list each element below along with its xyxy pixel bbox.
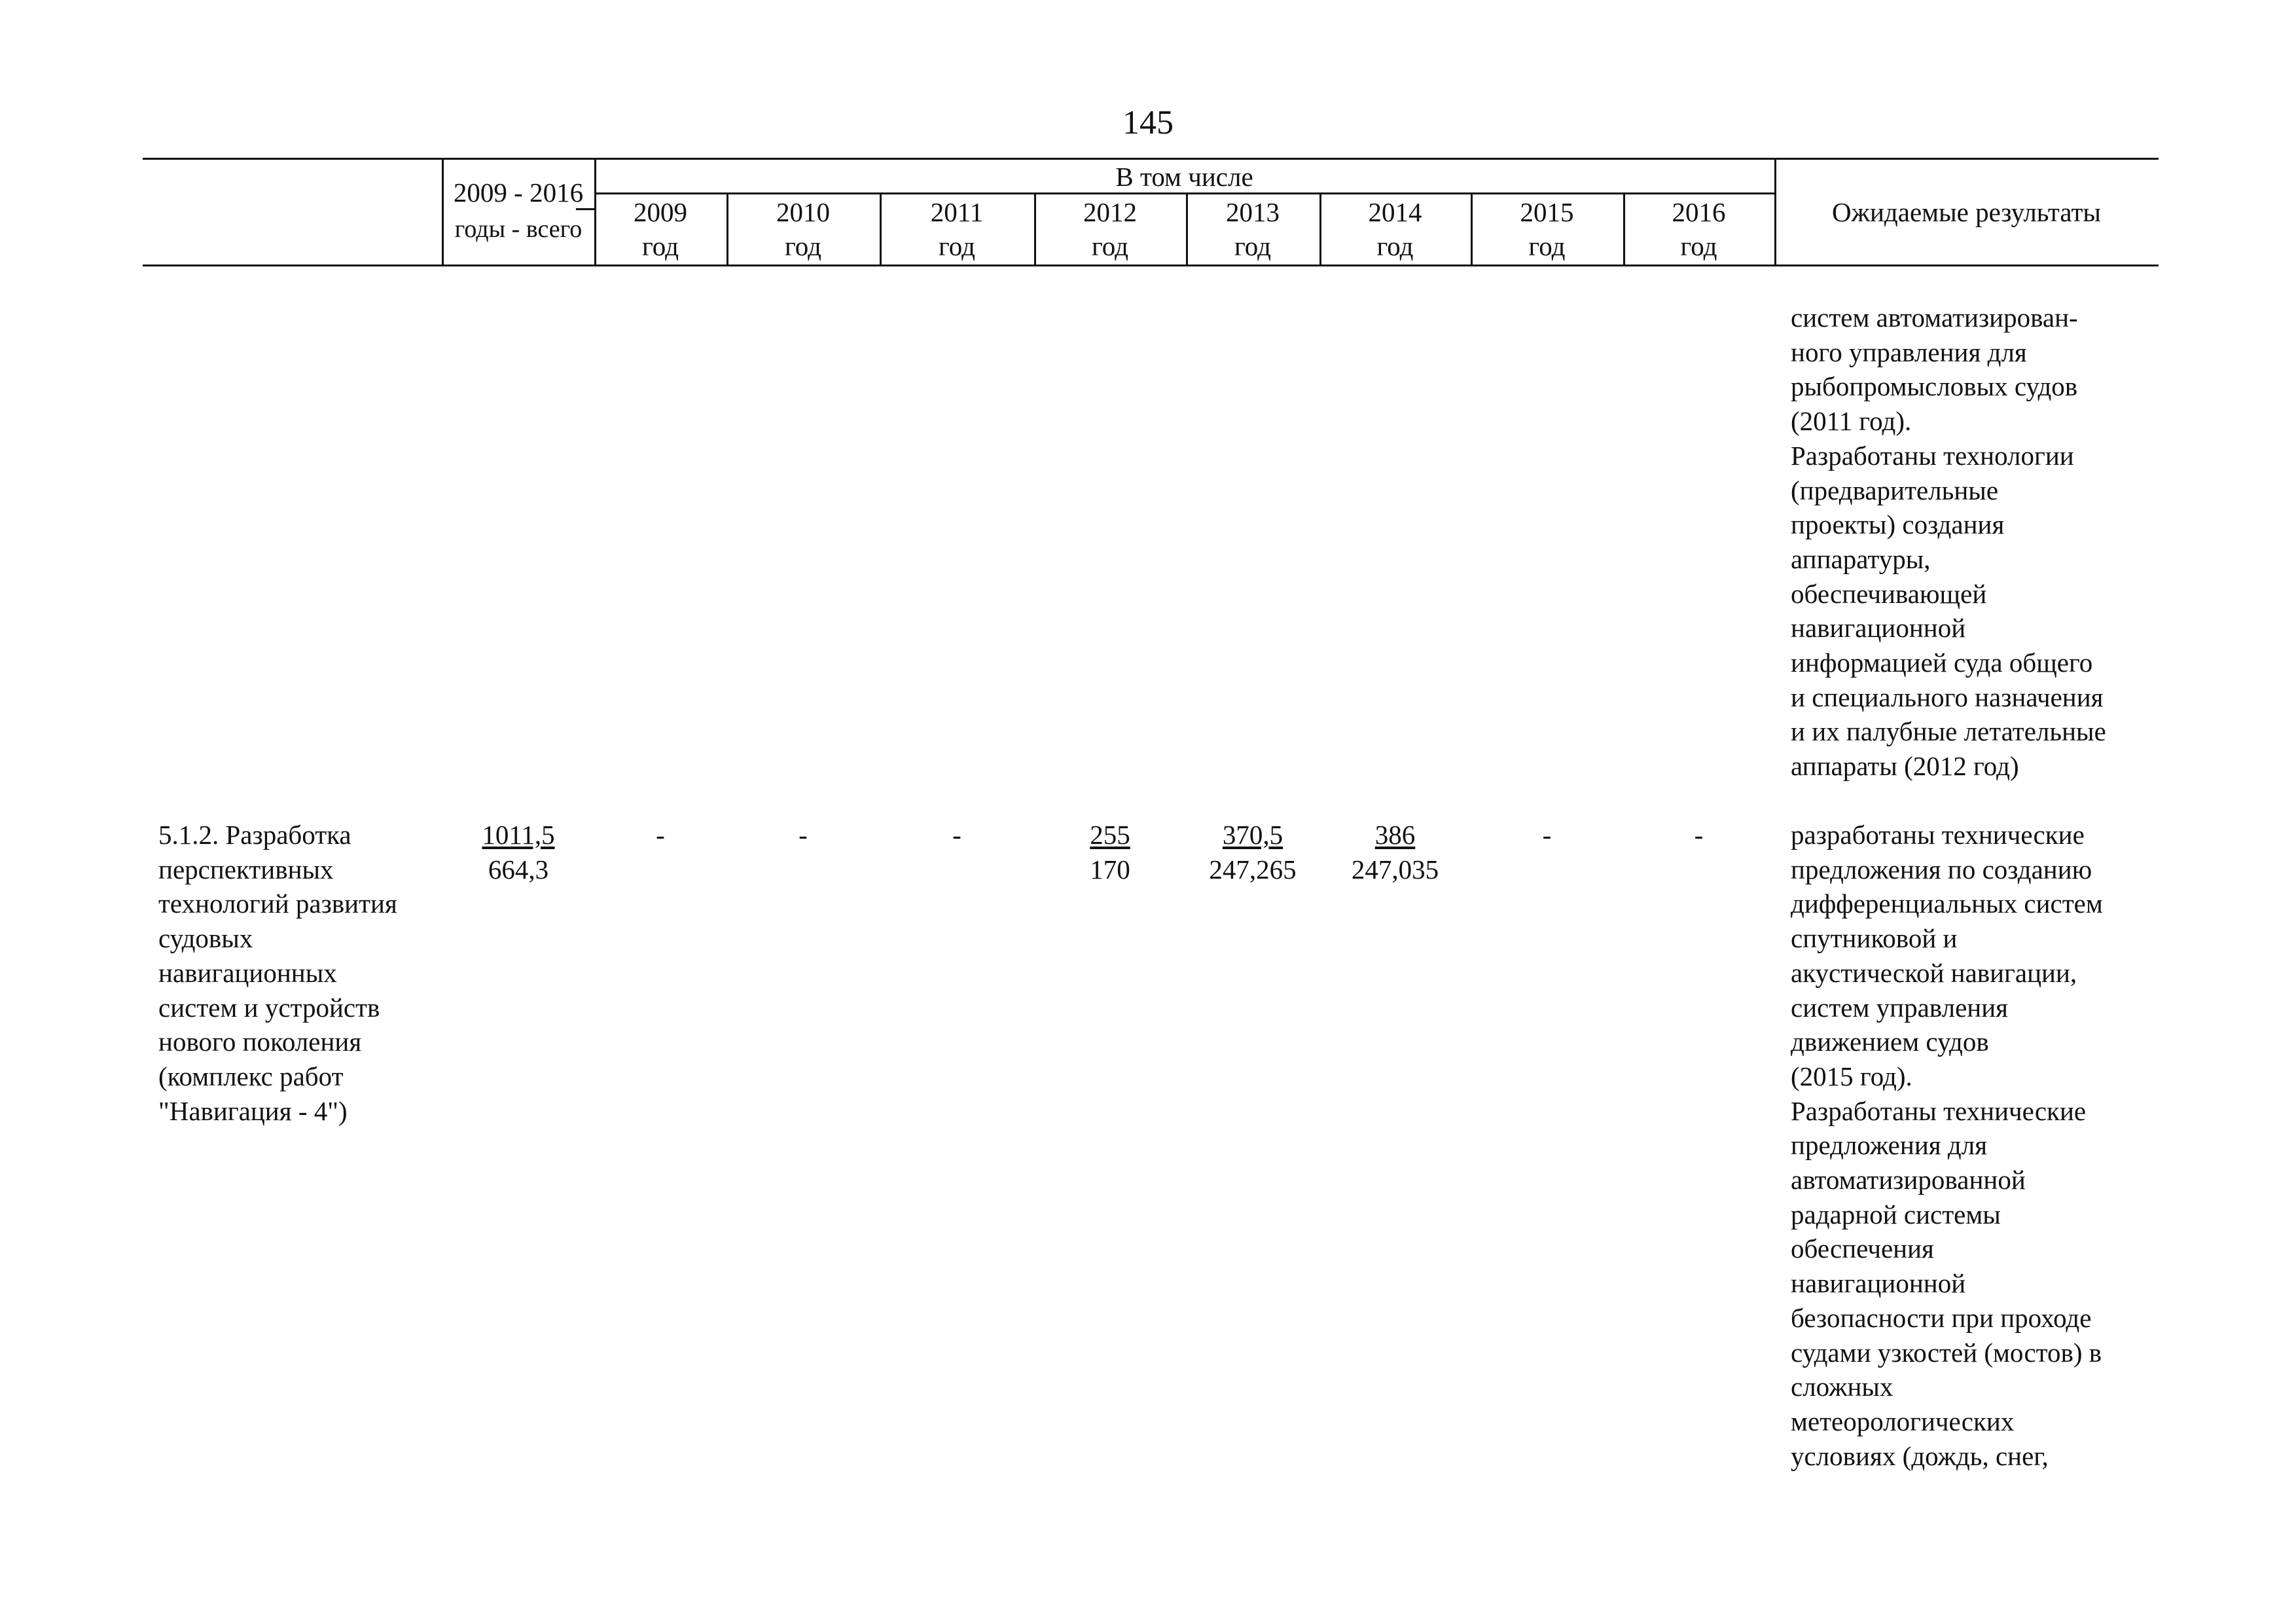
row-total	[445, 818, 592, 886]
year-header: 2013 год	[1226, 197, 1280, 261]
row-value-2010	[726, 818, 880, 852]
year-header: 2015 год	[1520, 197, 1574, 261]
text-line: и специального назначения	[1791, 682, 2104, 712]
text-line: безопасности при проходе	[1791, 1302, 2092, 1333]
text-line: систем управления	[1791, 992, 2009, 1023]
value-bottom: 170	[1090, 854, 1130, 884]
text-line: "Навигация - 4")	[158, 1095, 348, 1126]
row-value-2012	[1034, 818, 1186, 886]
text-line: ного управления для	[1791, 337, 2027, 367]
text-line: сложных	[1791, 1372, 1893, 1402]
value-bottom: 247,035	[1351, 854, 1439, 884]
value-top: -	[952, 820, 961, 850]
text-line: технологий развития	[158, 888, 397, 919]
row-name	[158, 818, 397, 1128]
text-line: радарной системы	[1791, 1199, 2001, 1230]
value-bottom: 664,3	[488, 854, 549, 884]
row-value-2014	[1319, 818, 1471, 886]
header-bottom-rule	[143, 264, 2159, 266]
including-header: В том числе	[1115, 162, 1253, 192]
value-top: 255	[1090, 820, 1130, 850]
year-header: 2011 год	[930, 197, 984, 261]
text-line: дифференциальных систем	[1791, 888, 2103, 919]
row-results	[1791, 818, 2103, 1473]
year-header: 2016 год	[1672, 197, 1726, 261]
text-line: навигационной	[1791, 1268, 1966, 1299]
col-divider	[442, 158, 444, 266]
value-top: -	[798, 820, 808, 850]
text-line: навигационных	[158, 957, 337, 988]
row-value-2016	[1623, 818, 1774, 852]
text-line: рыбопромысловых судов	[1791, 371, 2078, 402]
row-value-2011	[880, 818, 1034, 852]
text-line: 5.1.2. Разработка	[158, 820, 351, 850]
text-line: перспективных	[158, 854, 334, 884]
page-number: 145	[1122, 104, 1174, 141]
value-top: -	[1542, 820, 1552, 850]
continued-results	[1791, 301, 2106, 784]
row-value-2013	[1186, 818, 1319, 886]
text-line: (2015 год).	[1791, 1061, 1912, 1091]
text-line: (2011 год).	[1791, 406, 1912, 437]
results-header: Ожидаемые результаты	[1832, 197, 2101, 227]
total-header-years: 2009 - 2016	[453, 177, 584, 208]
text-line: условиях (дождь, снег,	[1791, 1440, 2049, 1471]
text-line: аппаратуры,	[1791, 543, 1931, 574]
text-line: аппараты (2012 год)	[1791, 751, 2019, 782]
value-top: 1011,5	[482, 820, 555, 850]
text-line: акустической навигации,	[1791, 957, 2077, 988]
text-line: метеорологических	[1791, 1406, 2015, 1436]
text-line: разработаны технические	[1791, 820, 2085, 850]
year-header: 2010 год	[776, 197, 830, 261]
year-header: 2014 год	[1368, 197, 1422, 261]
text-line: информацией суда общего	[1791, 647, 2093, 678]
total-header-label: годы - всего	[454, 215, 583, 243]
text-line: автоматизированной	[1791, 1165, 2026, 1195]
text-line: навигационной	[1791, 613, 1966, 644]
text-line: проекты) создания	[1791, 509, 2005, 540]
text-line: судовых	[158, 923, 253, 954]
text-line: (комплекс работ	[158, 1061, 344, 1091]
year-header: 2012 год	[1083, 197, 1137, 261]
text-line: систем и устройств	[158, 992, 380, 1023]
text-line: судами узкостей (мостов) в	[1791, 1337, 2102, 1368]
text-line: и их палубные летательные	[1791, 716, 2106, 747]
text-line: движением судов	[1791, 1027, 1989, 1057]
text-line: обеспечения	[1791, 1233, 1934, 1264]
row-value-2015	[1471, 818, 1623, 852]
value-bottom: 247,265	[1209, 854, 1297, 884]
row-value-2009	[594, 818, 726, 852]
value-top: 386	[1374, 820, 1416, 850]
text-line: предложения для	[1791, 1130, 1988, 1161]
text-line: (предварительные	[1791, 475, 1999, 505]
year-header: 2009 год	[634, 197, 687, 261]
value-top: -	[656, 820, 665, 850]
text-line: предложения по созданию	[1791, 854, 2092, 884]
value-top: -	[1694, 820, 1704, 850]
text-line: обеспечивающей	[1791, 578, 1987, 609]
text-line: Разработаны технологии	[1791, 440, 2074, 471]
value-top: 370,5	[1222, 820, 1283, 850]
text-line: Разработаны технические	[1791, 1095, 2087, 1126]
text-line: спутниковой и	[1791, 923, 1958, 954]
text-line: систем автоматизирован-	[1791, 302, 2078, 333]
text-line: нового поколения	[158, 1027, 362, 1057]
